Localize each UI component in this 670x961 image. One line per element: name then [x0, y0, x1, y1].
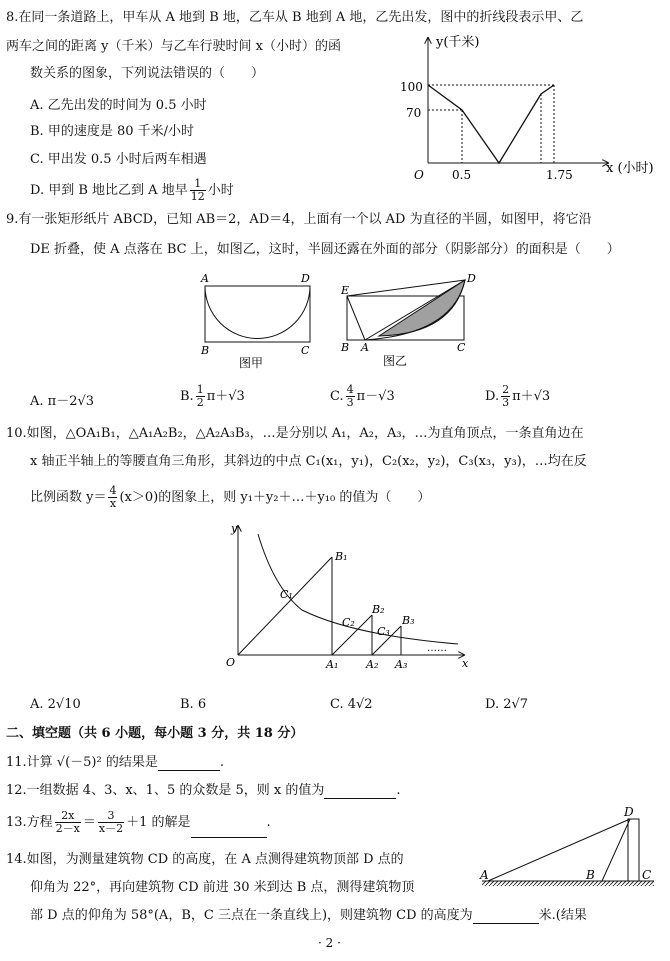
- q14-figure: [470, 805, 665, 895]
- q10-label-a3: A₃: [395, 658, 408, 671]
- q10-label-a2: A₂: [366, 658, 379, 671]
- q10-label-b2: B₂: [372, 603, 385, 616]
- q11-period: .: [219, 755, 224, 770]
- q8-tick-70: 70: [406, 106, 422, 120]
- q10-origin: O: [226, 656, 236, 669]
- q9-fig2-label-e: E: [341, 284, 350, 297]
- q9-option-a: A. π－2√3: [30, 394, 95, 409]
- q8-option-d-unit: 小时: [207, 183, 234, 198]
- q10-option-a: A. 2√10: [30, 697, 81, 712]
- q8-tick-100: 100: [400, 80, 423, 94]
- q9-option-c-fraction: [346, 384, 355, 409]
- q11: [6, 755, 224, 771]
- q9-fig1-label-b: B: [201, 344, 210, 357]
- q12-period: .: [396, 783, 401, 798]
- q12-answer-blank[interactable]: [324, 786, 396, 799]
- q14-ground-hatch: [482, 881, 654, 886]
- q9-fig2-label-a: A: [361, 341, 369, 354]
- q10-label-c3: C₃: [377, 625, 390, 638]
- q10-graph: [222, 520, 477, 680]
- q8-option-b: B. 甲的速度是 80 千米/小时: [30, 124, 195, 139]
- q10-y-label: y: [231, 522, 238, 535]
- q8-option-c: C. 甲出发 0.5 小时后两车相遇: [30, 152, 207, 167]
- q9-option-b: [180, 384, 245, 409]
- q14-building: [628, 819, 639, 881]
- q10-line3-rest: (x＞0)的图象上，则 y₁＋y₂＋…＋y₁₀ 的值为（ ）: [119, 490, 431, 505]
- q10-label-c1: C₁: [280, 588, 293, 601]
- q9-fig2-label-b: B: [341, 341, 350, 354]
- q8-tick-05: 0.5: [452, 168, 472, 182]
- q10-option-c: C. 4√2: [330, 697, 373, 712]
- q10-label-b3: B₃: [402, 614, 415, 627]
- q11-text: 11.计算 √(－5)² 的结果是: [6, 755, 158, 770]
- q13-fraction-1-num: 2x: [55, 810, 81, 823]
- q8-line2: 两车之间的距离 y（千米）与乙车行驶时间 x（小时）的函: [6, 39, 341, 54]
- q9-line1: 9.有一张矩形纸片 ABCD，已知 AB＝2，AD＝4，上面有一个以 AD 为直径的半圆，如图甲，将它沿: [6, 212, 592, 227]
- q10-ellipsis: ……: [427, 643, 447, 654]
- q10-label-a1: A₁: [326, 658, 339, 671]
- q9-fig1-caption: 图甲: [239, 356, 264, 370]
- q9-fig1-label-a: A: [201, 272, 209, 285]
- q10-tri1-hyp: [238, 557, 332, 655]
- q9-option-c-rest: π－√3: [356, 389, 395, 404]
- section-fill-in-heading: 二、填空题（共 6 小题，每小题 3 分，共 18 分）: [6, 726, 304, 741]
- q10-line3-text: 比例函数 y＝: [30, 490, 107, 505]
- q10-fraction: [108, 485, 117, 510]
- q8-distance-line: [428, 85, 554, 163]
- q14-answer-blank[interactable]: [473, 911, 539, 924]
- q9-option-c-den: 3: [346, 396, 354, 409]
- q12: [6, 783, 401, 799]
- q13-fraction-2: [98, 810, 124, 835]
- q9-fig2-fold-ea: [347, 296, 365, 340]
- q8-tick-175: 1.75: [546, 168, 573, 182]
- q13-fraction-1-den: 2－x: [55, 822, 80, 835]
- q13-equals: ＝: [82, 815, 96, 830]
- q14-line3: [30, 908, 587, 924]
- q8-origin: O: [414, 168, 424, 182]
- q13-rest: ＋1 的解是: [126, 815, 191, 830]
- q9-option-d-letter: D.: [485, 389, 500, 404]
- q8-line3: 数关系的图象，下列说法错误的（ ）: [30, 66, 265, 81]
- q9-option-d-rest: π＋√3: [512, 389, 551, 404]
- q8-option-d-text: D. 甲到 B 地比乙到 A 地早: [30, 183, 188, 198]
- q9-option-c-num: 4: [346, 383, 354, 396]
- q8-option-d-den: 12: [190, 190, 205, 203]
- q9-option-d: [485, 384, 550, 409]
- q10-line3: [30, 484, 430, 512]
- q9-fig2-caption: 图乙: [383, 354, 408, 368]
- q10-x-label: x: [462, 657, 469, 670]
- q9-option-d-num: 2: [502, 383, 510, 396]
- q9-option-b-fraction: [196, 384, 205, 409]
- q10-label-b1: B₁: [335, 550, 348, 563]
- q8-option-d: [30, 178, 234, 203]
- q8-option-a: A. 乙先出发的时间为 0.5 小时: [30, 98, 207, 113]
- q8-y-label: y(千米): [436, 35, 480, 50]
- q9-line2: DE 折叠，使 A 点落在 BC 上，如图乙，这时，半圆还露在外面的部分（阴影部分）的面积是（ ）: [30, 242, 620, 257]
- q10-label-c2: C₂: [342, 616, 355, 629]
- q9-fig2-label-c: C: [457, 341, 466, 354]
- q8-line1: 8.在同一条道路上，甲车从 A 地到 B 地，乙车从 B 地到 A 地，乙先出发，图中的折线段表示甲、乙: [6, 10, 584, 25]
- q14-sightline-a: [488, 819, 630, 881]
- q10-option-b: B. 6: [180, 697, 207, 712]
- q13: [6, 808, 271, 838]
- q9-option-b-num: 1: [196, 383, 204, 396]
- q14-line1: 14.如图，为测量建筑物 CD 的高度，在 A 点测得建筑物顶部 D 点的: [6, 852, 404, 867]
- q14-label-b: B: [586, 868, 595, 882]
- q9-option-d-den: 3: [502, 396, 510, 409]
- q13-fraction-2-num: 3: [98, 810, 124, 823]
- q9-option-d-fraction: [501, 384, 510, 409]
- q14-line3-rest: 米.(结果: [538, 908, 587, 923]
- q9-fig2-label-d: D: [467, 272, 476, 285]
- q13-text: 13.方程: [6, 815, 53, 830]
- q9-option-b-rest: π＋√3: [206, 389, 245, 404]
- q9-figure-jia: [195, 270, 325, 375]
- q14-label-a: A: [480, 868, 489, 882]
- q8-option-d-fraction: [190, 178, 206, 203]
- q8-option-d-num: 1: [190, 178, 206, 191]
- q9-fig1-label-d: D: [301, 272, 310, 285]
- q12-text: 12.一组数据 4、3、x、1、5 的众数是 5，则 x 的值为: [6, 783, 325, 798]
- q10-fraction-den: x: [109, 497, 117, 510]
- q9-option-b-letter: B.: [180, 389, 194, 404]
- q11-answer-blank[interactable]: [158, 758, 220, 771]
- q14-label-d: D: [624, 805, 634, 819]
- q13-fraction-1: [55, 810, 81, 835]
- q14-line2: 仰角为 22°，再向建筑物 CD 前进 30 米到达 B 点，测得建筑物顶: [30, 880, 415, 895]
- q9-option-c-letter: C.: [330, 389, 344, 404]
- q13-fraction-2-den: x－2: [98, 822, 124, 835]
- q10-fraction-num: 4: [109, 484, 117, 497]
- q9-option-c: [330, 384, 395, 409]
- q13-answer-blank[interactable]: [191, 825, 267, 838]
- q14-line3-text: 部 D 点的仰角为 58°(A，B，C 三点在一条直线上)，则建筑物 CD 的高度为: [30, 908, 473, 923]
- q10-line1: 10.如图，△OA₁B₁，△A₁A₂B₂，△A₂A₃B₃，…是分别以 A₁，A₂，A₃，…为直角顶点，一条直角边在: [6, 426, 584, 441]
- q13-period: .: [266, 815, 271, 830]
- q8-distance-graph: [380, 30, 665, 190]
- q9-option-b-den: 2: [196, 396, 204, 409]
- q14-sightline-b: [602, 819, 630, 881]
- q9-fig1-rect: [205, 286, 310, 342]
- q10-option-d: D. 2√7: [485, 697, 529, 712]
- q9-figure-yi: [335, 268, 485, 375]
- q14-label-c: C: [642, 868, 652, 882]
- q9-fig1-semicircle: [205, 286, 310, 339]
- q8-x-label: x (小时): [606, 161, 654, 176]
- page-number: · 2 ·: [318, 936, 341, 950]
- q10-line2: x 轴正半轴上的等腰直角三角形，其斜边的中点 C₁(x₁，y₁)，C₂(x₂，y₂)，C₃(x₃，y₃)，…均在反: [30, 454, 587, 469]
- q9-fig1-label-c: C: [301, 344, 310, 357]
